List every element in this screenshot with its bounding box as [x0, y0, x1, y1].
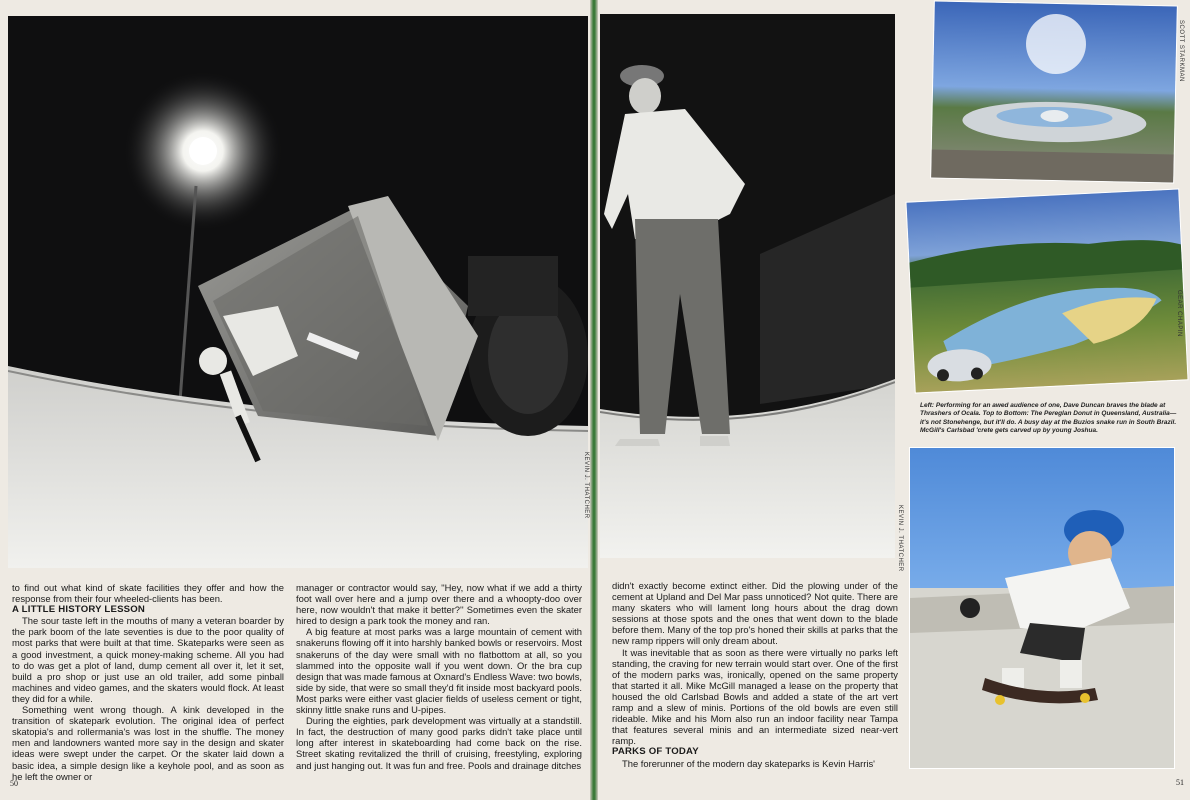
page-number-left: 50	[10, 779, 18, 788]
donut-bowl-illustration	[931, 1, 1177, 182]
paragraph: The sour taste left in the mouths of many a veteran boarder by the park boom of the late seventies is due to the poor quality of most parks that were built at that time. Skateparks were seen as a good investment, a quick money-making scheme. All you had to do was get a plot of land, dump cement all over it, let it set, build a pro shop or just use an old trailer, add some pinball machines and video games, and the skaters would flock. At least they did for a while.	[12, 615, 284, 704]
photo-caption: Left: Performing for an awed audience of one, Dave Duncan braves the blade at Thrashers of Ocala. Top to Bottom: The Pereglan Donut in Queensland, Australia—it's not Stonehenge, but it'll do. A busy day at the Buzios snake run in South Brazil. McGill's Carlsbad 'crete gets carved up by young Joshua.	[920, 402, 1177, 435]
snake-run-illustration	[907, 189, 1188, 392]
young-skater-photo	[910, 448, 1174, 768]
paragraph: manager or contractor would say, ''Hey, now what if we add a thirty foot wall over here and a jump over there and a whoopty-doo over here, now wouldn't that make it better?'' Sometimes even the skater hired to design a park took the money and ran.	[296, 582, 582, 627]
section-heading-parks-today: PARKS OF TODAY	[612, 746, 699, 758]
donut-park-photo	[931, 1, 1177, 182]
bulldozer-skater-photo	[8, 16, 588, 568]
left-column-1	[12, 582, 284, 782]
paragraph: didn't exactly become extinct either. Did the plowing under of the cement at Upland and Del Mar pass unnoticed? Not quite. There are many skaters who will lament long hours about the drag down sessions at those spots and the ones that went down to the blade before them. Many of the top pro's honed their skills at parks that the new ramp rippers will only dream about.	[612, 580, 898, 647]
snake-run-photo	[907, 189, 1188, 392]
photo-credit: SCOTT STARKMAN	[1178, 20, 1184, 82]
paragraph: It was inevitable that as soon as there were virtually no parks left standing, the craving for new terrain would start over. One of the first of the modern parks was, ironically, opened on the same property that started it all. Mike McGill managed a lease on the property that housed the old Carlsbad Bowls and added a state of the art vert ramp and a slew of minis. Portions of the old bowls are even still rideable. Mike and his Mom also run an indoor facility near Tampa that features several minis and an intermediate sized near-vert ramp.	[612, 646, 898, 747]
section-heading-history: A LITTLE HISTORY LESSON	[12, 604, 146, 616]
right-page	[598, 0, 1190, 800]
standing-skater-photo	[600, 14, 895, 558]
paragraph: Something went wrong though. A kink developed in the transition of skatepark evolution. The original idea of perfect skatopia's and rollermania's was lost in the shuffle. The money men and landowners wanted more say in the design and skater ideas were swept under the carpet. Or the skater laid down a basic idea, a simple design like a keyhole pool, and as soon as he left the owner or	[12, 704, 284, 782]
bulldozer-skater-illustration	[8, 16, 588, 568]
photo-credit-left: KEVIN J. THATCHER	[583, 452, 589, 519]
paragraph: A big feature at most parks was a large mountain of cement with snakeruns flowing off it into harshly banked bowls or reservoirs. Most snakeruns of the day were small with no flatbottom at all, so you slammed into the opposite wall if you went down. Or the bra cup design that was made famous at Oxnard's Endless Wave: two bowls, side by side, that were so small they'd fit inside most backyard pools. Most parks were either vast glacier fields of useless cement or tight, skinny little snake runs and U-pipes.	[296, 626, 582, 716]
paragraph: The forerunner of the modern day skateparks is Kevin Harris'	[622, 757, 875, 769]
left-column-2	[296, 582, 582, 771]
right-column-1	[612, 580, 898, 769]
intro-paragraph: to find out what kind of skate facilities they offer and how the response from their four wheeled-clients has been.	[12, 582, 284, 605]
photo-credit: GEAR CHAPIN	[1176, 290, 1182, 337]
standing-skater-illustration	[600, 14, 895, 558]
page-number-right: 51	[1176, 778, 1184, 787]
young-skater-illustration	[910, 448, 1174, 768]
photo-credit: KEVIN J. THATCHER	[897, 505, 903, 572]
left-page	[0, 0, 592, 800]
page-gutter	[590, 0, 598, 800]
paragraph: During the eighties, park development was virtually at a standstill. In fact, the destruction of many good parks didn't take place until long after interest in skateboarding had come back on the rise. Street skating revitalized the thrill of cruising, freestyling, exploring and just hanging out. It was fun and free. Pools and drainage ditches	[296, 715, 582, 771]
